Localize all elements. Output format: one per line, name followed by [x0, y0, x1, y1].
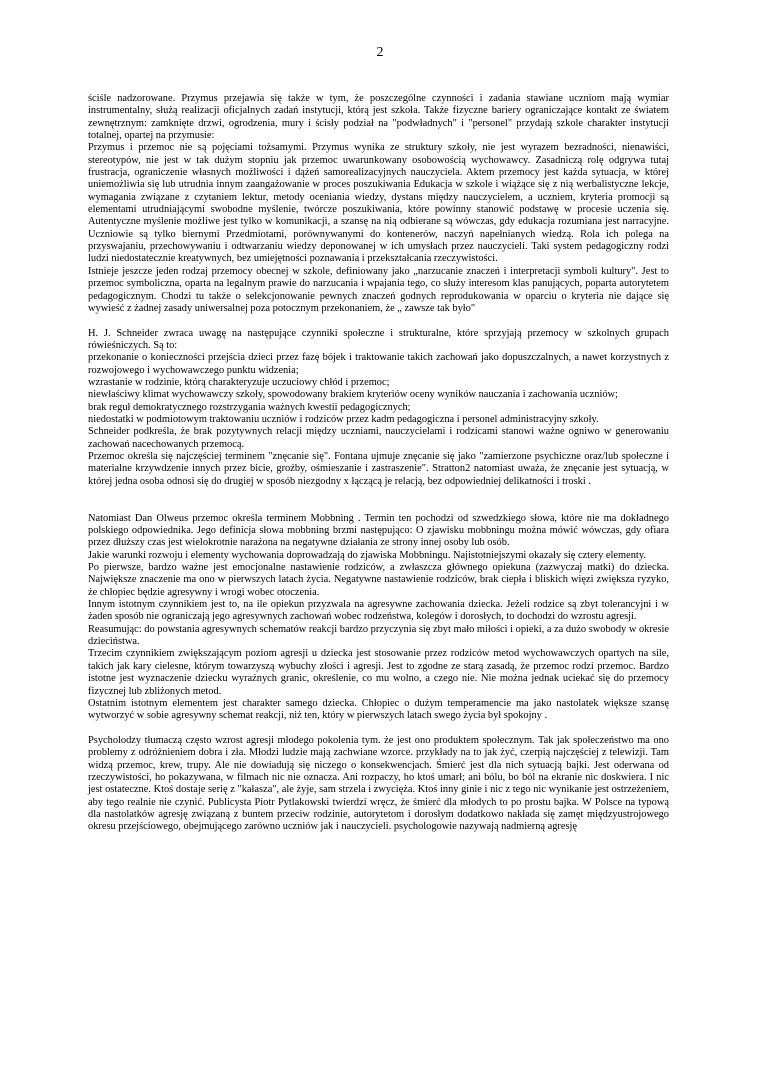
paragraph: Natomiast Dan Olweus przemoc określa terminem Mobbning . Termin ten pochodzi od szwedzkiego słowa, które nie ma dokładnego polskiego odpowiednika. Jego definicja słowa mobbning brzmi następująco: O zjawisku mobbningu można mówić wówczas, gdy ofiara przez dłuższy czas jest wielokrotnie narażona na negatywne działania ze strony innej osoby lub osób. — [88, 512, 669, 549]
paragraph: Psycholodzy tłumaczą często wzrost agresji młodego pokolenia tym. że jest ono produktem społecznym. Tak jak społeczeństwo ma ono problemy z odróżnieniem dobra i zła. Młodzi ludzie mają zachwiane wzorce. przykłady na to jak żyć, czerpią najczęściej z telewizji. Tam widzą przemoc, krew, trupy. Ale nie dowiadują się niczego o konsekwencjach. Śmierć jest dla nich sytuacją bajki. Jest oderwana od rzeczywistości, ho pokazywana, w filmach nic nie oznacza. Ani rozpaczy, ho ktoś umarł; ani bólu, bo ból na ekranie nic doskwiera. I nic jest ostateczne. Ktoś dostaje serię z "kałasza", ale żyje, sam strzela i zwycięża. Ktoś inny ginie i nic z tego nic wynikanie jest ostrzeżeniem, aby tego realnie nie czynić. Publicysta Piotr Pytlakowski twierdzi wręcz, że śmierć dla młodych to po prostu bajka. W Polsce na typową dla nastolatków agresję związaną z buntem przeciw rodzinie, autorytetom i dorosłym dodatkowo nakłada się zamęt międzyustrojowego okresu przejściowego, obejmującego zarówno uczniów jak i nauczycieli. psychologowie nazywają nadmierną agresję — [88, 734, 669, 833]
paragraph: ściśle nadzorowane. Przymus przejawia się także w tym, że poszczególne czynności i zadania stawiane uczniom mają wymiar instrumentalny, służą realizacji oficjalnych zadań instytucji, którą jest szkoła. Także fizyczne bariery ograniczające kontakt ze światem zewnętrznym: zamknięte drzwi, ogrodzenia, mury i ścisły podział na "podwładnych" i "personel" przydają szkole charakter instytucji totalnej, opartej na przymusie: — [88, 93, 669, 142]
page-number: 2 — [376, 45, 384, 60]
blank-line — [88, 488, 669, 500]
paragraph: wzrastanie w rodzinie, którą charakteryzuje uczuciowy chłód i przemoc; — [88, 376, 390, 388]
paragraph: Po pierwsze, bardzo ważne jest emocjonalne nastawienie rodziców, a zwłaszcza głównego opiekuna (zazwyczaj matki) do dziecka. Największe znaczenie ma ono w pierwszych latach życia. Negatywne nastawienie rodziców, brak ciepła i bliskich więzi zwiększa ryzyko, że chłopiec będzie agresywny i wrogi wobec otoczenia. — [88, 562, 669, 598]
paragraph: Przemoc określa się najczęściej terminem "znęcanie się". Fontana ujmuje znęcanie się jako "zamierzone psychiczne oraz/lub społeczne i materialne krzywdzenie innych przez bicie, groźby, ośmieszanie i zastraszenie". Stratton2 natomiast uważa, że znęcanie jest sytuacją, w której jedna osoba odnosi się do drugiej w sposób niezgodny x łączącą je relacją, bez odpowiedniej delikatności i troski . — [88, 450, 669, 487]
paragraph: Istnieje jeszcze jeden rodzaj przemocy obecnej w szkole, definiowany jako „narzucanie znaczeń i interpretacji symboli kultury". Jest to przemoc symboliczna, oparta na legalnym prawie do narzucania i wpajania tego, co służy interesom klas panujących, poparta autorytetem pedagogicznym. Chodzi tu także o selekcjonowanie pewnych znaczeń godnych reprodukowania w oparciu o kryteria nie dające się wywieść z żadnej zasady uniwersalnej poza potocznym przekonaniem, że „ zawsze tak było" — [88, 265, 669, 314]
paragraph: brak reguł demokratycznego rozstrzygania ważnych kwestii pedagogicznych; — [88, 401, 411, 413]
paragraph: Trzecim czynnikiem zwiększającym poziom agresji u dziecka jest stosowanie przez rodziców metod wychowawczych opartych na sile, takich jak kary cielesne, którym towarzyszą wybuchy złości i agresji. Jest to zgodne ze starą zasadą, że przemoc rodzi przemoc. Bardzo istotne jest wyznaczenie dziecku wyraźnych granic, określenie, co mu wolno, a czego nie. Nie można jednak uciekać się do przemocy fizycznej lub zbliżonych metod. — [88, 648, 669, 697]
paragraph: Reasumując: do powstania agresywnych schematów reakcji bardzo przyczynia się zbyt mało miłości i opieki, a za dużo swobody w okresie dzieciństwa. — [88, 623, 669, 648]
paragraph: Schneider podkreśla, że brak pozytywnych relacji między uczniami, nauczycielami i rodzicami stanowi ważne ogniwo w generowaniu zachowań nacechowanych przemocą. — [88, 426, 669, 450]
paragraph: H. J. Schneider zwraca uwagę na następujące czynniki społeczne i strukturalne, które sprzyjają przemocy w szkolnych grupach rówieśniczych. Są to: — [88, 327, 669, 351]
paragraph: Innym istotnym czynnikiem jest to, na ile opiekun przyzwala na agresywne zachowania dziecka. Jeżeli rodzice są zbyt tolerancyjni i w żaden sposób nie ograniczają jego agresywnych zachowań wobec rodzeństwa, kolegów i dorosłych, to dochodzi do wzrostu agresji. — [88, 599, 669, 623]
paragraph: Jakie warunki rozwoju i elementy wychowania doprowadzają do zjawiska Mobbningu. Najistotniejszymi okazały się cztery elementy. — [88, 549, 646, 561]
paragraph: Ostatnim istotnym elementem jest charakter samego dziecka. Chłopiec o dużym temperamencie ma jako nastolatek większe szansę wytworzyć w sobie agresywny schemat reakcji, niż ten, który w pierwszych latach swego życia był spokojny . — [88, 697, 669, 722]
paragraph: niewłaściwy klimat wychowawczy szkoły, spowodowany brakiem kryteriów oceny wyników nauczania i zachowania uczniów; — [88, 389, 618, 401]
blank-line — [88, 723, 669, 735]
paragraph: niedostatki w podmiotowym traktowaniu uczniów i rodziców przez kadm pedagogiczna i personel administracyjny szkoły. — [88, 413, 599, 425]
document-body — [88, 93, 669, 834]
paragraph: przekonanie o konieczności przejścia dzieci przez fazę bójek i traktowanie takich zachowań jako dopuszczalnych, a nawet korzystnych z rozwojowego i wychowawczego punktu widzenia; — [88, 352, 669, 376]
blank-line — [88, 500, 669, 512]
blank-line — [88, 315, 669, 327]
paragraph: Przymus i przemoc nie są pojęciami tożsamymi. Przymus wynika ze struktury szkoły, nie jest wyrazem bezradności, nienawiści, stereotypów, nie jest w tak dużym stopniu jak przemoc uwarunkowany osobowością wychowawcy. Zasadniczą rolę odgrywa tutaj frustracja, ograniczenie własnych możliwości i dążeń samorealizacyjnych nauczyciela. Aktem przemocy jest każda sytuacja, w której uniemożliwia się lub utrudnia innym zaangażowanie w proces poszukiwania Edukacja w szkole i wiążące się z nią werbalistyczne lekcje, wymagania związane z czytaniem lektur, metody oceniania wiedzy, dystans między nauczycielem, a uczniem, kryteria promocji są elementami utrudniającymi swobodne myślenie, twórcze poszukiwania, które powinny stanowić podstawę w procesie uczenia się. Autentyczne myślenie możliwe jest tylko w komunikacji, a szansę na nią odbierane są wówczas, gdy edukacja rozumiana jest narracyjne. Uczniowie są tylko biernymi Przedmiotami, porównywanymi do kontenerów, naczyń napełnianych wiedzą. Rola ich polega na przyswajaniu, przechowywaniu i odtwarzaniu wiedzy deponowanej w ich umysłach przez nauczycieli. Taki system pedagogiczny rodzi ludzi niedostatecznie kreatywnych, bez umiejętności poznawania i przekształcania rzeczywistości. — [88, 142, 669, 265]
